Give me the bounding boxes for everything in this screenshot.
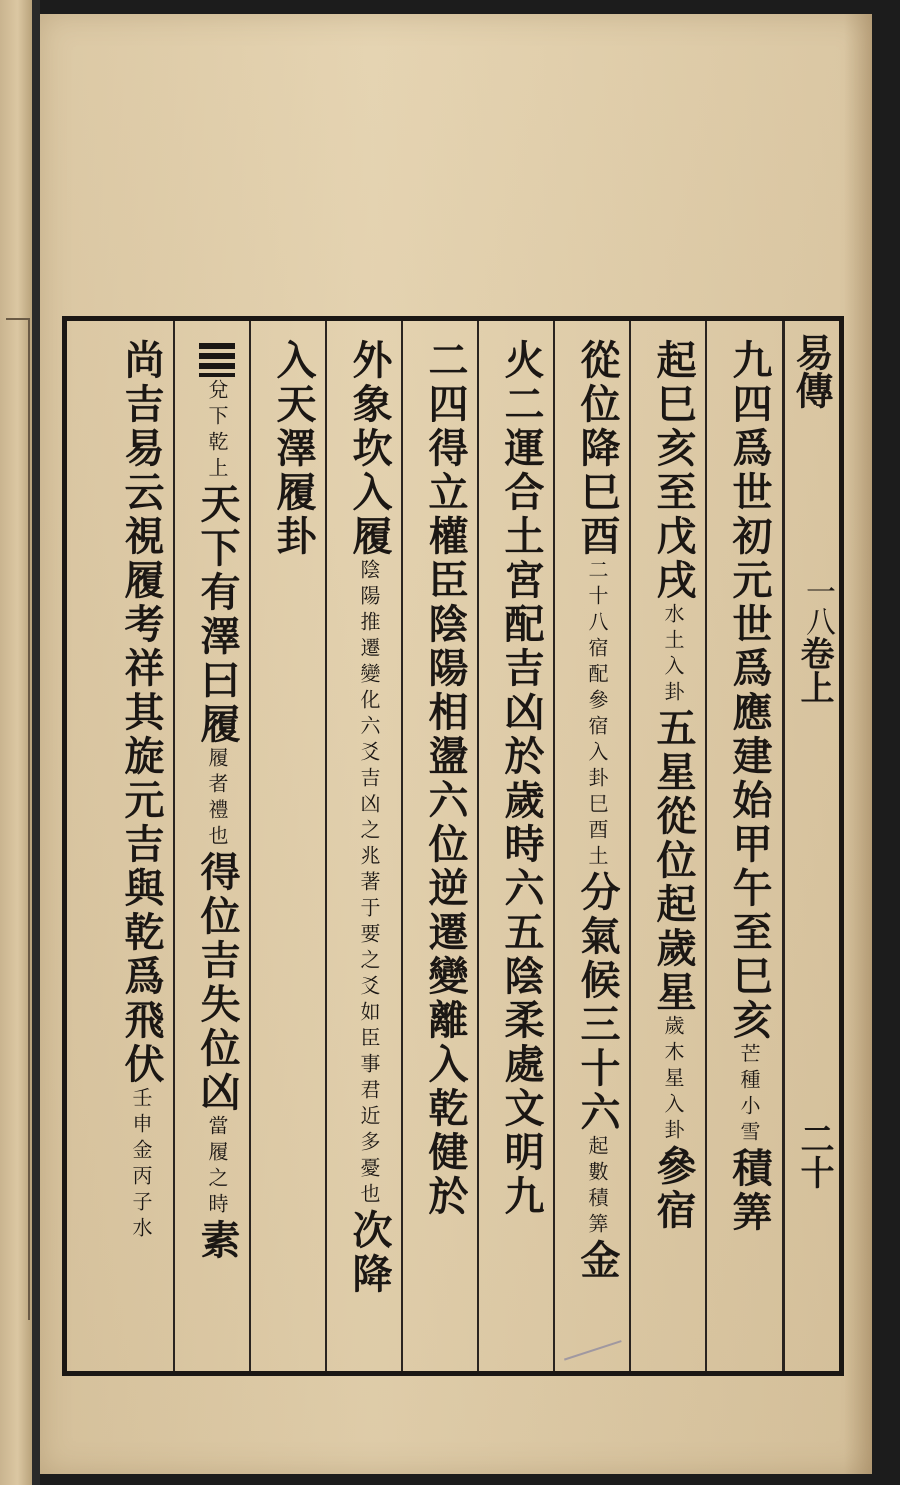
page-number: 二十 bbox=[794, 1121, 834, 1189]
page-fore-edge bbox=[844, 14, 872, 1474]
column-note: 起數積筭 bbox=[585, 1135, 609, 1239]
column-note: 當履之時 bbox=[205, 1115, 229, 1219]
column-note: 壬申金丙子水 bbox=[129, 1087, 153, 1243]
column-tail-text: 參宿 bbox=[650, 1145, 697, 1233]
column-rule bbox=[401, 321, 403, 1371]
column-main-text: 二四得立權臣陰陽相盪六位逆遷變離入乾健於 bbox=[422, 339, 469, 1219]
column-note: 履者禮也 bbox=[205, 747, 229, 851]
column-tail-text: 得位吉失位凶 bbox=[194, 851, 241, 1115]
column-main-text: 從位降巳酉 bbox=[574, 339, 621, 559]
text-column bbox=[650, 339, 697, 1233]
print-frame bbox=[62, 316, 844, 1376]
column-rule bbox=[629, 321, 631, 1371]
text-column bbox=[726, 339, 773, 1235]
hexagram-lu-icon bbox=[197, 339, 237, 379]
column-note: 芒種小雪 bbox=[737, 1043, 761, 1147]
column-main-text: 天下有澤曰履 bbox=[194, 483, 241, 747]
column-tail-text: 積筭 bbox=[726, 1147, 773, 1235]
text-column bbox=[270, 339, 317, 559]
previous-page-edge bbox=[0, 0, 32, 1485]
column-tail-text: 分氣候三十六 bbox=[574, 871, 621, 1135]
banxin bbox=[785, 321, 839, 1371]
text-column bbox=[118, 339, 165, 1243]
column-tail-text: 五星從位起歲星 bbox=[650, 707, 697, 1015]
column-note: 陰陽推遷變化六爻吉凶之兆著于要之爻如臣事君近多憂也 bbox=[357, 559, 381, 1209]
column-main-text: 起巳亥至戊戌 bbox=[650, 339, 697, 603]
column-rule bbox=[705, 321, 707, 1371]
trigram-note: 兌下乾上 bbox=[205, 379, 229, 483]
column-note: 歲木星入卦 bbox=[661, 1015, 685, 1145]
book-title: 易傳 bbox=[789, 333, 834, 409]
column-rule bbox=[477, 321, 479, 1371]
previous-page-frame bbox=[6, 318, 30, 1320]
column-note: 二十八宿配參宿入卦巳酉土 bbox=[585, 559, 609, 871]
column-main-text: 尚吉易云視履考祥其旋元吉與乾爲飛伏 bbox=[118, 339, 165, 1087]
column-main-text: 九四爲世初元世爲應建始甲午至巳亥 bbox=[726, 339, 773, 1043]
text-column bbox=[574, 339, 621, 1283]
text-column bbox=[498, 339, 545, 1219]
book-gutter bbox=[32, 0, 40, 1485]
column-tail-text: 次降 bbox=[346, 1209, 393, 1297]
banxin-divider bbox=[782, 321, 785, 1371]
volume-label: 卷上 bbox=[794, 636, 834, 704]
column-main-text: 入天澤履卦 bbox=[270, 339, 317, 559]
text-column bbox=[346, 339, 393, 1297]
column-note: 水土入卦 bbox=[661, 603, 685, 707]
column-main-text: 火二運合土宮配吉凶於歲時六五陰柔處文明九 bbox=[498, 339, 545, 1219]
text-column bbox=[194, 339, 241, 1263]
fold-mark: 一八 bbox=[800, 576, 835, 636]
column-tail-text: 素 bbox=[194, 1219, 241, 1263]
column-rule bbox=[325, 321, 327, 1371]
column-rule bbox=[249, 321, 251, 1371]
column-rule bbox=[553, 321, 555, 1371]
column-tail-text: 金 bbox=[574, 1239, 621, 1283]
column-main-text: 外象坎入履 bbox=[346, 339, 393, 559]
column-rule bbox=[173, 321, 175, 1371]
text-column bbox=[422, 339, 469, 1219]
book-page bbox=[40, 14, 872, 1474]
